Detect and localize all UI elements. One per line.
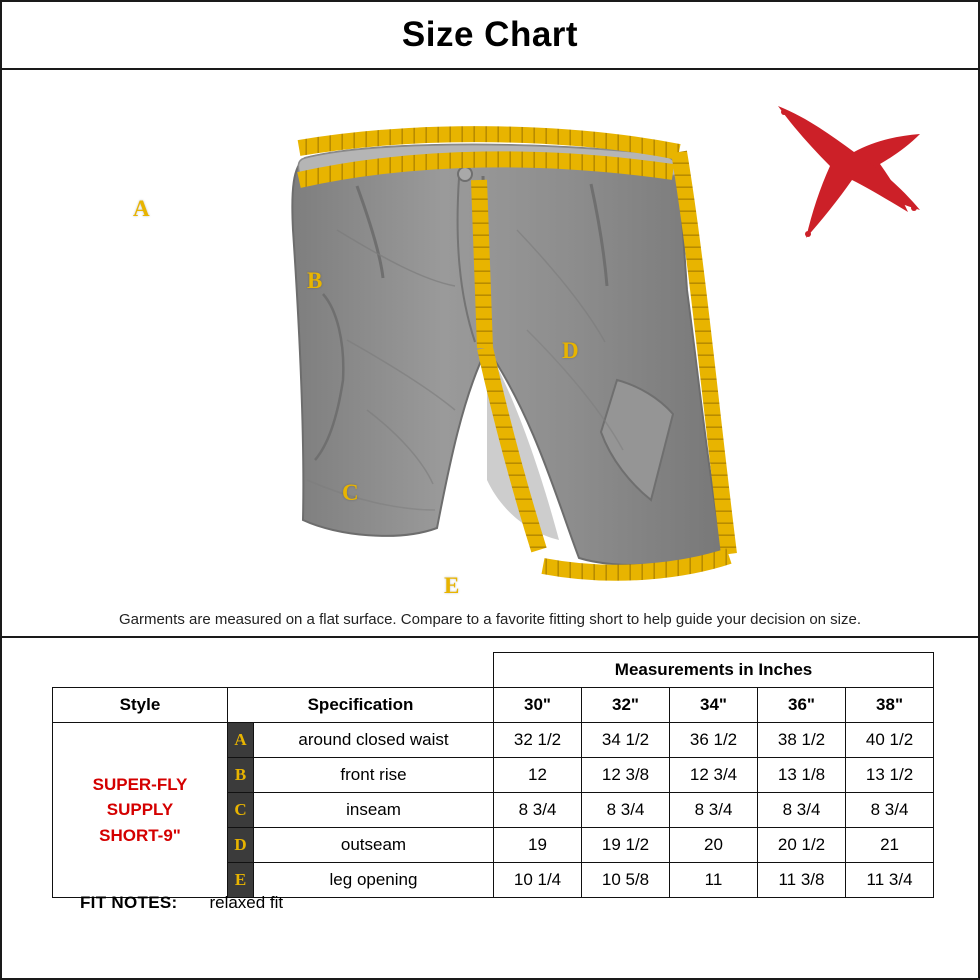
- size-header-32: 32": [582, 688, 670, 723]
- spacer-cell: [254, 653, 494, 688]
- row-key-e: E: [228, 863, 254, 898]
- tape-b: [479, 180, 485, 348]
- row-key-d: D: [228, 828, 254, 863]
- cell-c-30: 8 3/4: [494, 793, 582, 828]
- row-spec-b: front rise: [254, 758, 494, 793]
- style-name: [53, 723, 228, 898]
- cell-c-34: 8 3/4: [670, 793, 758, 828]
- label-c: C: [342, 480, 359, 505]
- style-header: Style: [53, 688, 228, 723]
- spacer-cell: [228, 653, 254, 688]
- row-key-c: C: [228, 793, 254, 828]
- cell-e-30: 10 1/4: [494, 863, 582, 898]
- row-spec-a: around closed waist: [254, 723, 494, 758]
- cell-b-38: 13 1/2: [846, 758, 934, 793]
- table-row-measurements-header: [53, 653, 934, 688]
- row-spec-d: outseam: [254, 828, 494, 863]
- cell-d-32: 19 1/2: [582, 828, 670, 863]
- cell-e-38: 11 3/4: [846, 863, 934, 898]
- label-e: E: [444, 573, 460, 598]
- cell-a-34: 36 1/2: [670, 723, 758, 758]
- cell-b-34: 12 3/4: [670, 758, 758, 793]
- size-header-30: 30": [494, 688, 582, 723]
- spacer-cell: [53, 653, 228, 688]
- cell-a-36: 38 1/2: [758, 723, 846, 758]
- bird-svg: [768, 90, 948, 270]
- table-row: [53, 723, 934, 758]
- size-header-38: 38": [846, 688, 934, 723]
- cell-b-32: 12 3/8: [582, 758, 670, 793]
- cell-c-32: 8 3/4: [582, 793, 670, 828]
- style-name-line-1: SUPER-FLY: [92, 774, 188, 794]
- cell-d-30: 19: [494, 828, 582, 863]
- cell-d-36: 20 1/2: [758, 828, 846, 863]
- shorts-diagram-svg: [187, 80, 747, 590]
- shorts-illustration: [187, 80, 747, 590]
- cell-e-36: 11 3/8: [758, 863, 846, 898]
- table-row-column-headers: [53, 688, 934, 723]
- cell-a-32: 34 1/2: [582, 723, 670, 758]
- cell-e-32: 10 5/8: [582, 863, 670, 898]
- cell-c-36: 8 3/4: [758, 793, 846, 828]
- title-bar: [2, 2, 978, 70]
- cell-e-34: 11: [670, 863, 758, 898]
- size-table: [52, 652, 934, 898]
- cell-b-36: 13 1/8: [758, 758, 846, 793]
- style-name-line-3: SHORT-9": [99, 825, 181, 845]
- row-key-b: B: [228, 758, 254, 793]
- label-a: A: [133, 196, 150, 221]
- size-header-36: 36": [758, 688, 846, 723]
- fit-notes: [2, 873, 978, 913]
- cell-d-38: 21: [846, 828, 934, 863]
- cell-a-38: 40 1/2: [846, 723, 934, 758]
- cell-c-38: 8 3/4: [846, 793, 934, 828]
- page-title: Size Chart: [401, 15, 579, 54]
- style-name-line-2: SUPPLY: [106, 800, 174, 820]
- label-b: B: [307, 268, 323, 293]
- illustration-panel: [2, 70, 978, 638]
- cell-a-30: 32 1/2: [494, 723, 582, 758]
- row-spec-c: inseam: [254, 793, 494, 828]
- size-header-34: 34": [670, 688, 758, 723]
- measurements-header: Measurements in Inches: [494, 653, 934, 688]
- measurement-note: Garments are measured on a flat surface. Compare to a favorite fitting short to help guide your decision on size.: [118, 611, 862, 628]
- swallow-bird-logo-icon: [768, 90, 948, 270]
- fit-notes-label: FIT NOTES:: [80, 893, 178, 912]
- cell-b-30: 12: [494, 758, 582, 793]
- fit-notes-value: relaxed fit: [209, 893, 284, 912]
- row-key-a: A: [228, 723, 254, 758]
- label-d: D: [562, 338, 579, 363]
- cell-d-34: 20: [670, 828, 758, 863]
- size-table-zone: [2, 638, 978, 889]
- row-spec-e: leg opening: [254, 863, 494, 898]
- specification-header: Specification: [228, 688, 494, 723]
